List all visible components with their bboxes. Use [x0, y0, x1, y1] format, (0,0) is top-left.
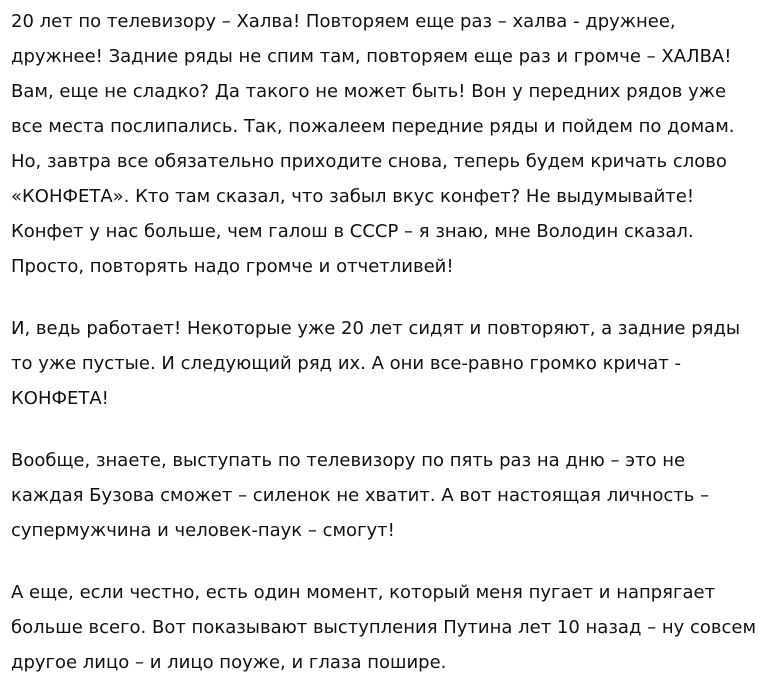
paragraph-4: А еще, если честно, есть один момент, который меня пугает и напрягает больше всего. Вот показывают выступления Путина лет 10 назад – ну совсем другое лицо – и лицо поуже, и глаза пошире. [11, 582, 757, 673]
paragraph-1: 20 лет по телевизору – Халва! Повторяем еще раз – халва - дружнее, дружнее! Задние ряды не спим там, повторяем еще раз и громче – ХАЛВА! Вам, еще не сладко? Да такого не может быть! Вон у передних рядов уже все места послипались. Так, пожалеем передние ряды и пойдем по домам. Но, завтра все обязательно приходите снова, теперь будем кричать слово «КОНФЕТА». Кто там сказал, что забыл вкус конфет? Не выдумывайте! Конфет у нас больше, чем галош в СССР – я знаю, мне Володин сказал. Просто, повторять надо громче и отчетливей! [11, 11, 735, 277]
paragraph-3: Вообще, знаете, выступать по телевизору по пять раз на дню – это не каждая Бузова сможет – силенок не хватит. А вот настоящая личность – супермужчина и человек-паук – смогут! [11, 450, 710, 541]
paragraph-2: И, ведь работает! Некоторые уже 20 лет сидят и повторяют, а задние ряды то уже пустые. И следующий ряд их. А они все-равно громко кричат - КОНФЕТА! [11, 318, 741, 409]
